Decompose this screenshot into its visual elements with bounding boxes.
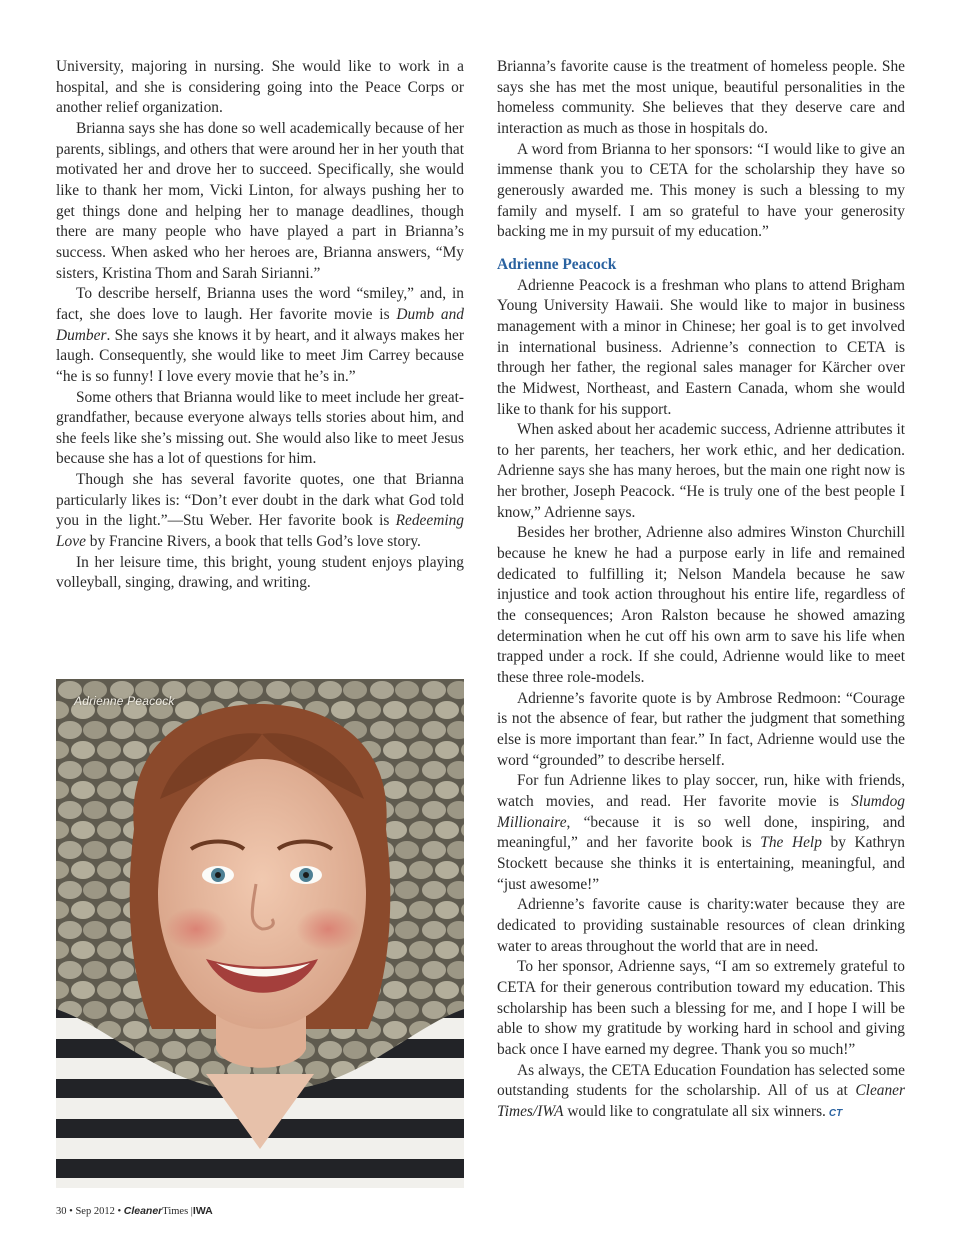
paragraph: To her sponsor, Adrienne says, “I am so extremely grateful to CETA for their generous contribution toward my education. This scholarship has been such a blessing for me, and I hope I will be able to show my gratitude by working hard in school and giving back once I have earned my degree. Thank you so much!” <box>497 958 905 1058</box>
cheek <box>164 907 228 951</box>
movie-title: Slumdog Millionaire <box>497 792 905 831</box>
paragraph <box>497 1061 905 1125</box>
brand-iwa: IWA <box>192 1205 213 1217</box>
paragraph: Some others that Brianna would like to meet include her great-grandfather, because everyone always tells stories about him, and she feels like she’s missing out. She would also like to meet Jesus because she has a lot of questions for him. <box>56 388 464 468</box>
publication-name: Cleaner Times/IWA <box>497 1082 905 1120</box>
paragraph: Brianna says she has done so well academically because of her parents, siblings, and others that were around her in her youth that motivated her and drove her to succeed. Specifically, she would like to thank her mom, Vicki Linton, for always pushing her to get things done and helping her to manage deadlines, though there are many people who have played a part in Brianna’s success. When asked who her heroes are, Brianna answers, “My sisters, Kristina Thom and Sarah Sirianni.” <box>56 119 464 282</box>
photo-caption: Adrienne Peacock <box>74 694 175 708</box>
paragraph <box>56 284 464 387</box>
issue-date: Sep 2012 <box>75 1206 115 1217</box>
separator: • <box>117 1206 122 1217</box>
paragraph <box>497 771 905 895</box>
text-run: Though she has several favorite quotes, one that Brianna particularly likes is: “Don’t ever doubt in the dark what God told you in the light.”—Stu Weber. Her favorite book is <box>56 471 464 530</box>
text-run: by Francine Rivers, a book that tells God’s love story. <box>85 533 421 551</box>
brand-cleaner: Cleaner <box>123 1205 163 1217</box>
portrait-photo <box>56 679 464 1188</box>
pupil <box>215 872 221 878</box>
portrait-illustration <box>56 679 464 1188</box>
right-column <box>497 57 905 1124</box>
paragraph: Adrienne’s favorite cause is charity:water because they are dedicated to providing sustainable resources of clean drinking water to areas throughout the world that are in need. <box>497 896 905 955</box>
book-title: Redeeming Love <box>56 512 464 551</box>
paragraph: In her leisure time, this bright, young student enjoys playing volleyball, singing, drawing, and writing. <box>56 553 464 592</box>
text-run: To describe herself, Brianna uses the word “smiley,” and, in fact, she does love to laugh. Her favorite movie is <box>56 285 464 323</box>
paragraph: When asked about her academic success, Adrienne attributes it to her parents, her teachers, her work ethic, and her dedication. Adrienne says she has many heroes, but the main one right now is her brother, Joseph Peacock. “He is truly one of the best people I know,” Adrienne says. <box>497 421 905 521</box>
book-title: The Help <box>760 834 822 852</box>
paragraph: Brianna’s favorite cause is the treatment of homeless people. She says she has met the most unique, beautiful personalities in the homeless community. She believes that they deserve care and interaction as much as those in hospitals do. <box>497 58 905 137</box>
brand-times: Times <box>162 1206 189 1217</box>
paragraph: Besides her brother, Adrienne also admires Winston Churchill because he knew he had a purpose early in life and remained dedicated to fulfilling it; Nelson Mandela because he saw injustice and took action throughout his entire life, regardless of the consequences; Aron Ralston because he showed amazing determination when he cut off his own arm to save his life when trapped under a rock. If she could, Adrienne would like to meet these three role-models. <box>497 524 905 687</box>
movie-title: Dumb and Dumber <box>56 305 464 344</box>
paragraph <box>56 470 464 553</box>
text-run: would like to congratulate all six winners. <box>563 1102 826 1120</box>
section-heading: Adrienne Peacock <box>497 255 617 273</box>
cheek <box>296 907 360 951</box>
text-run: For fun Adrienne likes to play soccer, run, hike with friends, watch movies, and read. Her favorite movie is <box>497 772 905 810</box>
page-footer <box>56 1205 213 1217</box>
left-column <box>56 57 464 594</box>
end-mark-icon: CT <box>828 1107 843 1119</box>
brand-divider: | <box>190 1206 193 1217</box>
page-number: 30 <box>56 1206 67 1217</box>
text-run: , “because it is so well done, inspiring, and meaningful,” and her favorite book is <box>497 813 905 852</box>
paragraph: Adrienne Peacock is a freshman who plans to attend Brigham Young University Hawaii. She would like to major in business management with a minor in Chinese; her goal is to get involved in international business. Adrienne’s connection to CETA is through her father, the regional sales manager for Kärcher over the Midwest, Northeast, and Eastern Canada, whom she would like to thank for his support. <box>497 276 905 418</box>
pupil <box>303 872 309 878</box>
text-run: As always, the CETA Education Foundation has selected some outstanding students for the scholarship. All of us at <box>497 1061 905 1100</box>
separator: • <box>69 1206 73 1217</box>
text-run: . She says she knows it by heart, and it always makes her laugh. Consequently, she would like to meet Jim Carrey because “he is so funny! I love every movie that he’s in.” <box>56 326 464 385</box>
paragraph: University, majoring in nursing. She would like to work in a hospital, and she is considering going into the Peace Corps or another relief organization. <box>56 58 464 117</box>
text-run: by Kathryn Stockett because she thinks it is entertaining, meaningful, and “just awesome!” <box>497 834 905 893</box>
paragraph: A word from Brianna to her sponsors: “I would like to give an immense thank you to CETA for the scholarship they have so generously awarded me. This money is such a blessing to my family and myself. I am so grateful to have your generosity backing me in my pursuit of my education.” <box>497 140 905 241</box>
paragraph: Adrienne’s favorite quote is by Ambrose Redmoon: “Courage is not the absence of fear, but rather the judgment that something else is more important than fear.” In fact, Adrienne would use the word “grounded” to describe herself. <box>497 689 905 769</box>
